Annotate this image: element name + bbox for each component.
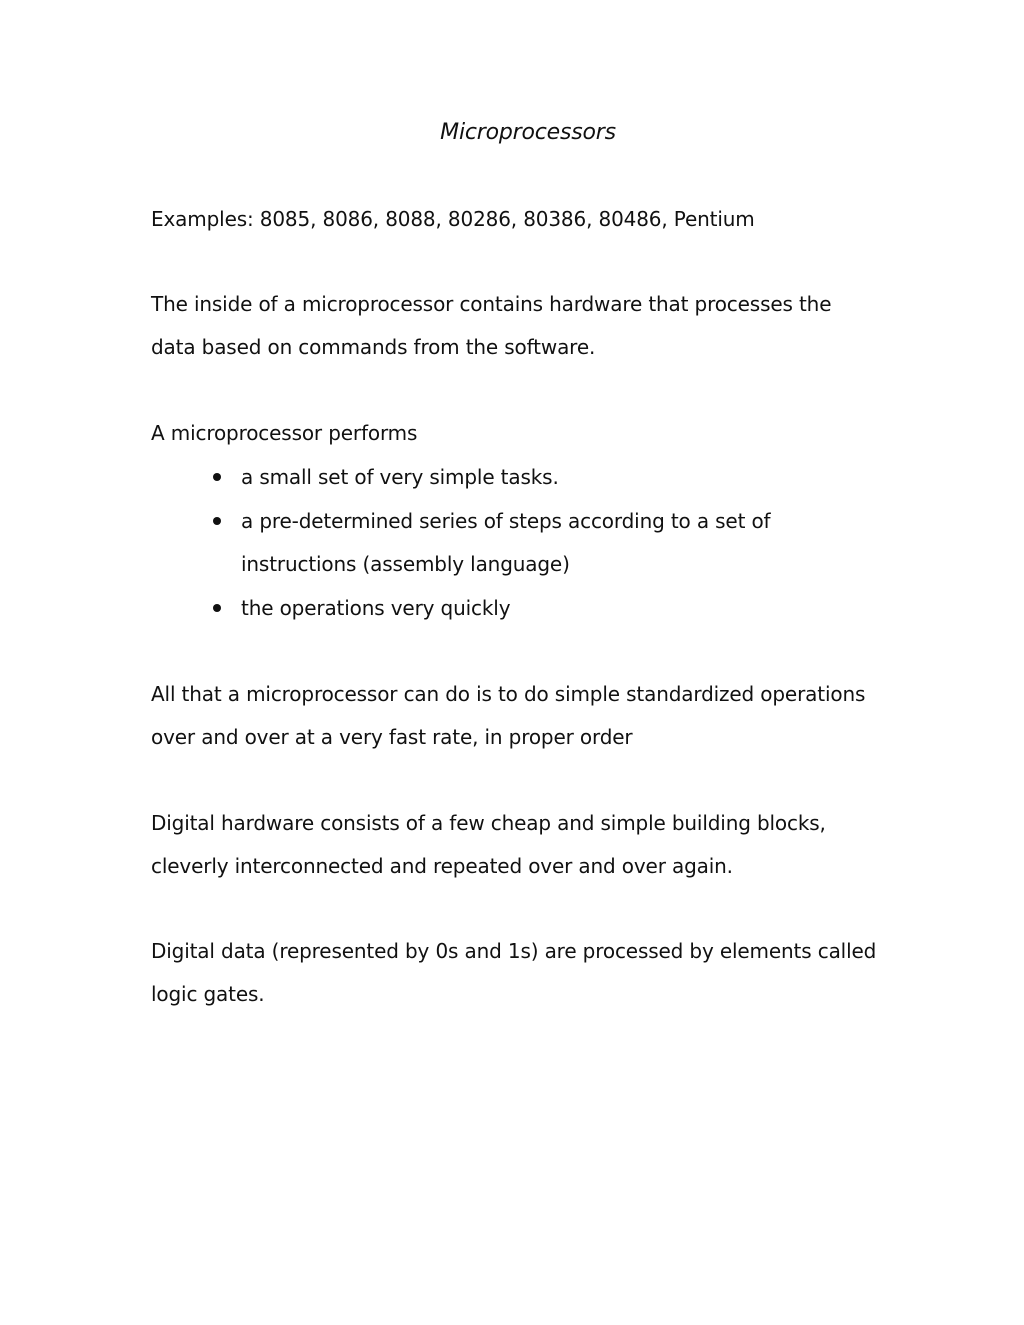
digital-hardware-paragraph: Digital hardware consists of a few cheap and simple building blocks, cleverly interconnected and repeated over and over again. <box>151 811 826 878</box>
list-item <box>151 456 851 499</box>
list-item <box>151 587 851 630</box>
list-item <box>151 500 801 586</box>
bullet-icon <box>213 473 221 481</box>
page-title: Microprocessors <box>440 120 616 145</box>
digital-data-paragraph: Digital data (represented by 0s and 1s) are processed by elements called logic gates. <box>151 939 877 1006</box>
performs-list <box>151 456 851 631</box>
list-item-text: a pre-determined series of steps according to a set of instructions (assembly language) <box>241 509 771 576</box>
list-item-text: a small set of very simple tasks. <box>241 465 559 489</box>
all-that-paragraph: All that a microprocessor can do is to do simple standardized operations over and over at a very fast rate, in proper order <box>151 682 866 749</box>
bullet-icon <box>213 517 221 525</box>
list-item-text: the operations very quickly <box>241 596 511 620</box>
performs-intro: A microprocessor performs <box>151 421 418 445</box>
bullet-icon <box>213 604 221 612</box>
inside-paragraph: The inside of a microprocessor contains hardware that processes the data based on commands from the software. <box>151 292 832 359</box>
examples-paragraph: Examples: 8085, 8086, 8088, 80286, 80386, 80486, Pentium <box>151 207 755 231</box>
